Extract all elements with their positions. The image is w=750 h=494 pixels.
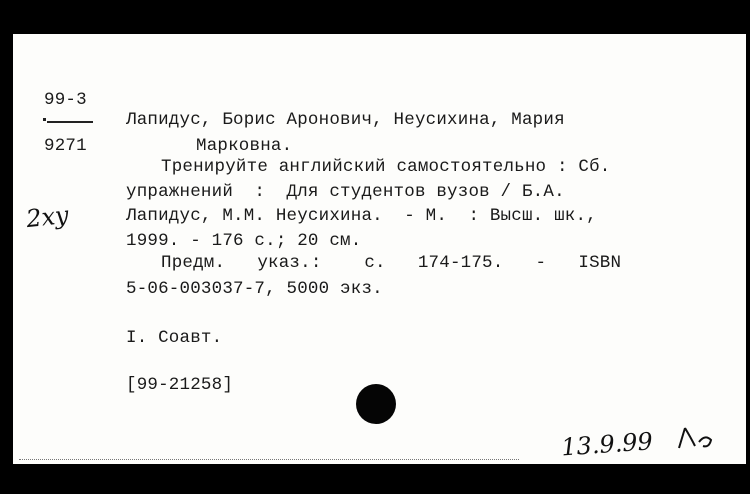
coauthor-entry: I. Соавт. — [126, 328, 223, 348]
heading-line-2: Марковна. — [196, 136, 293, 156]
punched-hole — [356, 384, 396, 424]
title-line-3: Лапидус, М.М. Неусихина. - М. : Высш. шк., — [126, 206, 597, 226]
catalog-card — [13, 34, 746, 464]
call-number-bottom: 9271 — [44, 136, 87, 156]
title-line-4: 1999. - 176 с.; 20 см. — [126, 231, 362, 251]
record-number: [99-21258] — [126, 375, 234, 395]
svg-text:2ху: 2ху — [24, 200, 71, 234]
call-number-divider — [47, 121, 93, 123]
subject-line-1: Предм. указ.: с. 174-175. - ISBN — [161, 253, 622, 273]
handwritten-date — [561, 420, 731, 460]
margin-dot — [43, 118, 46, 121]
handwritten-mark — [24, 184, 97, 264]
heading-line-1: Лапидус, Борис Аронович, Неусихина, Мария — [126, 110, 565, 130]
bottom-edge-dots — [19, 459, 519, 460]
svg-text:13.9.99: 13.9.99 — [560, 427, 654, 462]
title-line-2: упражнений : Для студентов вузов / Б.А. — [126, 182, 565, 202]
subject-line-2: 5-06-003037-7, 5000 экз. — [126, 279, 383, 299]
call-number-top: 99-3 — [44, 90, 87, 110]
title-line-1: Тренируйте английский самостоятельно : Сб. — [161, 157, 611, 177]
